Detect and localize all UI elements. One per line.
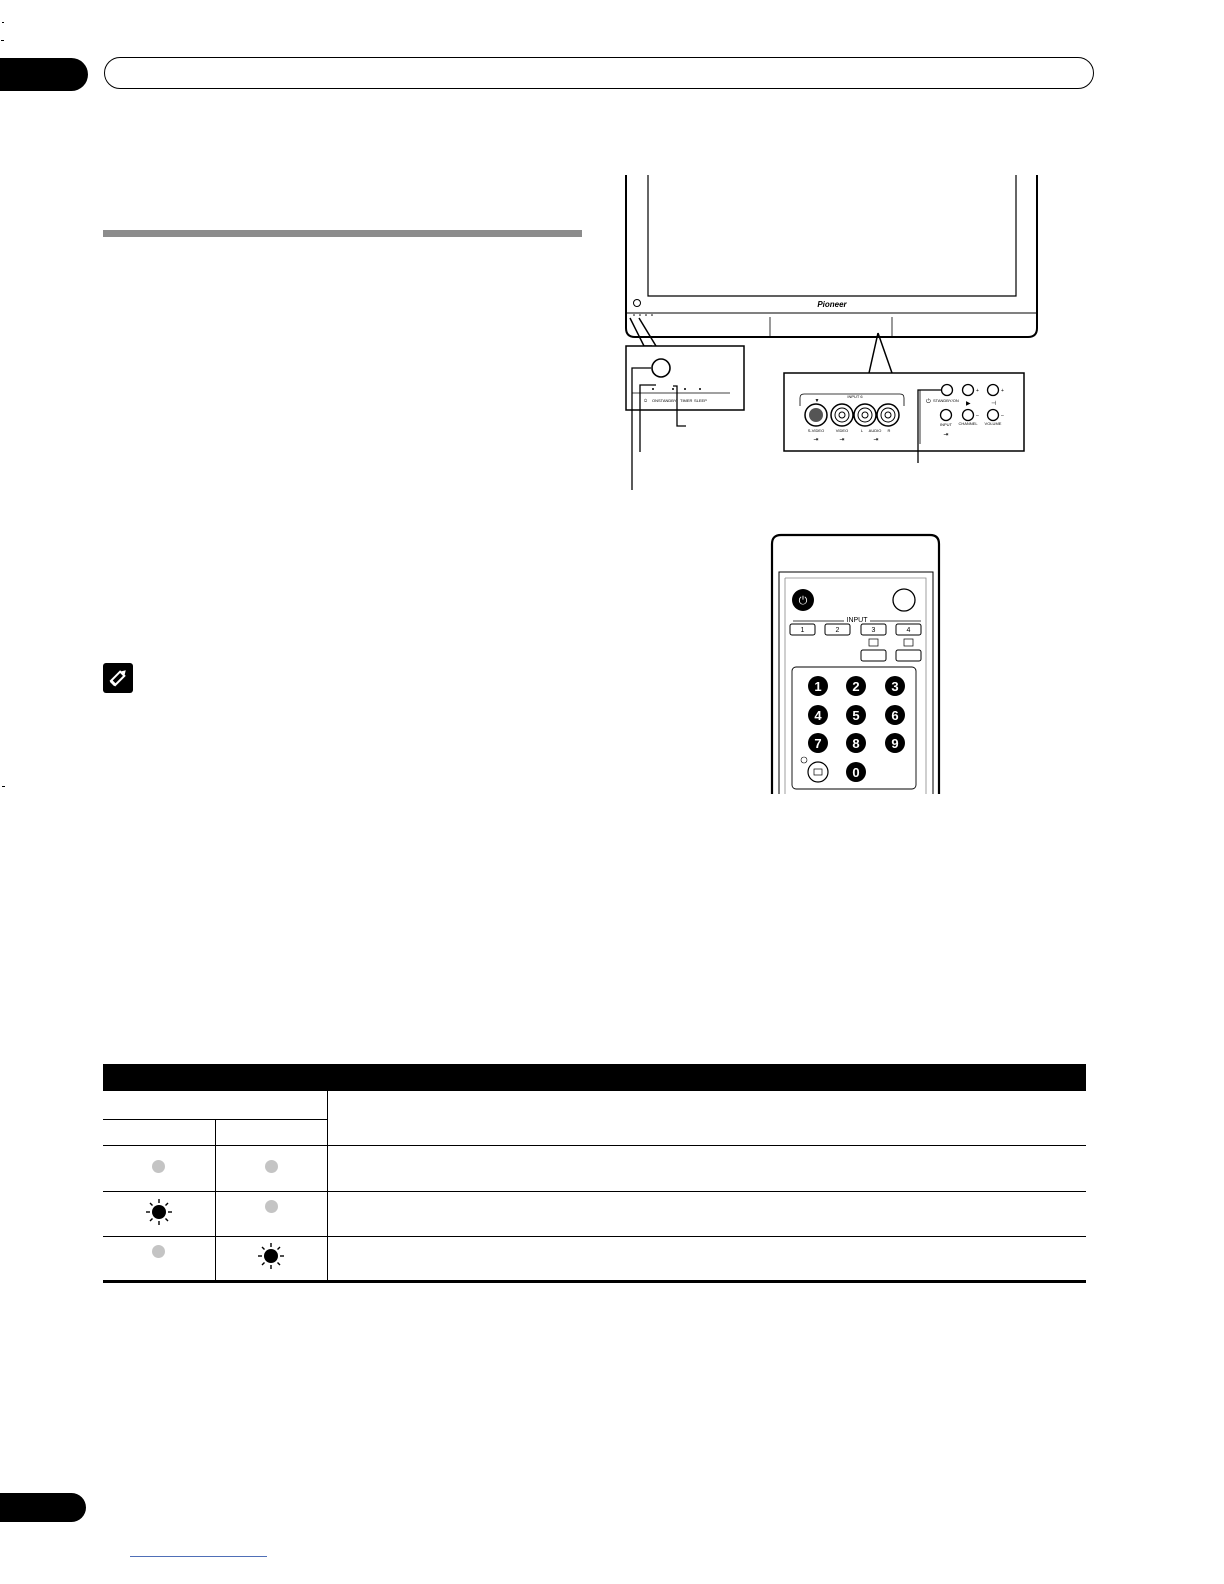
svg-text:9: 9 [891,736,899,751]
indicator-label-sleep: SLEEP [694,398,707,403]
svg-text:2: 2 [852,679,860,694]
power-button-icon [792,589,814,611]
remote-diagram [766,530,946,794]
led-off-icon [152,1245,165,1258]
table-row [103,1192,1086,1237]
svg-text:⏻: ⏻ [926,399,931,405]
input-button-label: INPUT [940,422,952,427]
pencil-note-icon [103,663,133,693]
header-bar [104,57,1094,89]
indicator-label-standby: STANDBY [658,398,677,403]
s-video-label: S-VIDEO [807,428,825,433]
svg-text:–: – [976,413,979,419]
svg-text:⏻: ⏻ [644,398,648,403]
input-group-label: INPUT 6 [847,394,863,399]
svg-text:4: 4 [906,627,911,634]
svg-text:8: 8 [852,736,860,751]
svg-text:2: 2 [835,627,840,634]
led-off-icon [265,1200,278,1213]
svg-text:⇥: ⇥ [943,432,949,438]
svg-text:⇥: ⇥ [839,437,845,443]
audio-r-label: R [887,428,891,433]
svg-text:⏻: ⏻ [798,595,808,607]
crop-mark [2,22,4,23]
svg-text:3: 3 [871,627,876,634]
table-row [103,1237,1086,1282]
led-lit-icon [145,1198,173,1226]
return-button [808,762,828,782]
panel-diagram [600,168,1050,498]
led-off-icon [152,1160,165,1173]
svg-text:7: 7 [814,736,822,751]
section-heading-rule [103,230,582,237]
svg-text:⊣: ⊣ [991,401,997,407]
volume-label: VOLUME [984,421,1002,426]
indicator-label-timer: TIMER [680,398,693,403]
footer-link[interactable] [130,1556,267,1557]
chapter-tab [0,58,88,91]
svg-text:⇥: ⇥ [813,437,819,443]
led-off-icon [265,1160,278,1173]
table-header-row [103,1064,1086,1091]
indicator-label-on: ON [652,398,658,403]
page-number-tab [0,1493,86,1522]
table-subheader-row [103,1091,1086,1120]
remote-input-label: INPUT [846,617,868,624]
svg-text:4: 4 [814,708,822,723]
video-label: VIDEO [835,428,849,433]
brand-logo: Pioneer [817,300,847,309]
svg-text:▶: ▶ [966,401,971,407]
indicator-status-table [103,1064,1086,1283]
svg-text:–: – [1001,413,1004,419]
audio-label: AUDIO [868,428,882,433]
svg-text:⇥: ⇥ [873,437,879,443]
crop-mark [2,786,5,787]
svg-text:0: 0 [852,765,860,780]
svg-text:1: 1 [800,627,805,634]
standby-on-label: STANDBY/ON [933,398,959,403]
svg-text:1: 1 [814,679,822,694]
channel-label: CHANNEL [958,421,978,426]
svg-text:+: + [1001,388,1004,394]
audio-l-label: L [860,428,864,433]
table-row [103,1146,1086,1192]
led-lit-icon [257,1242,285,1270]
remote-input-buttons [790,624,921,635]
round-button [893,589,915,611]
crop-mark [1,40,4,41]
svg-text:+: + [976,388,979,394]
svg-text:▼: ▼ [814,398,820,404]
svg-text:5: 5 [852,708,860,723]
svg-text:6: 6 [891,708,899,723]
number-keypad [808,676,905,782]
svg-text:3: 3 [891,679,899,694]
